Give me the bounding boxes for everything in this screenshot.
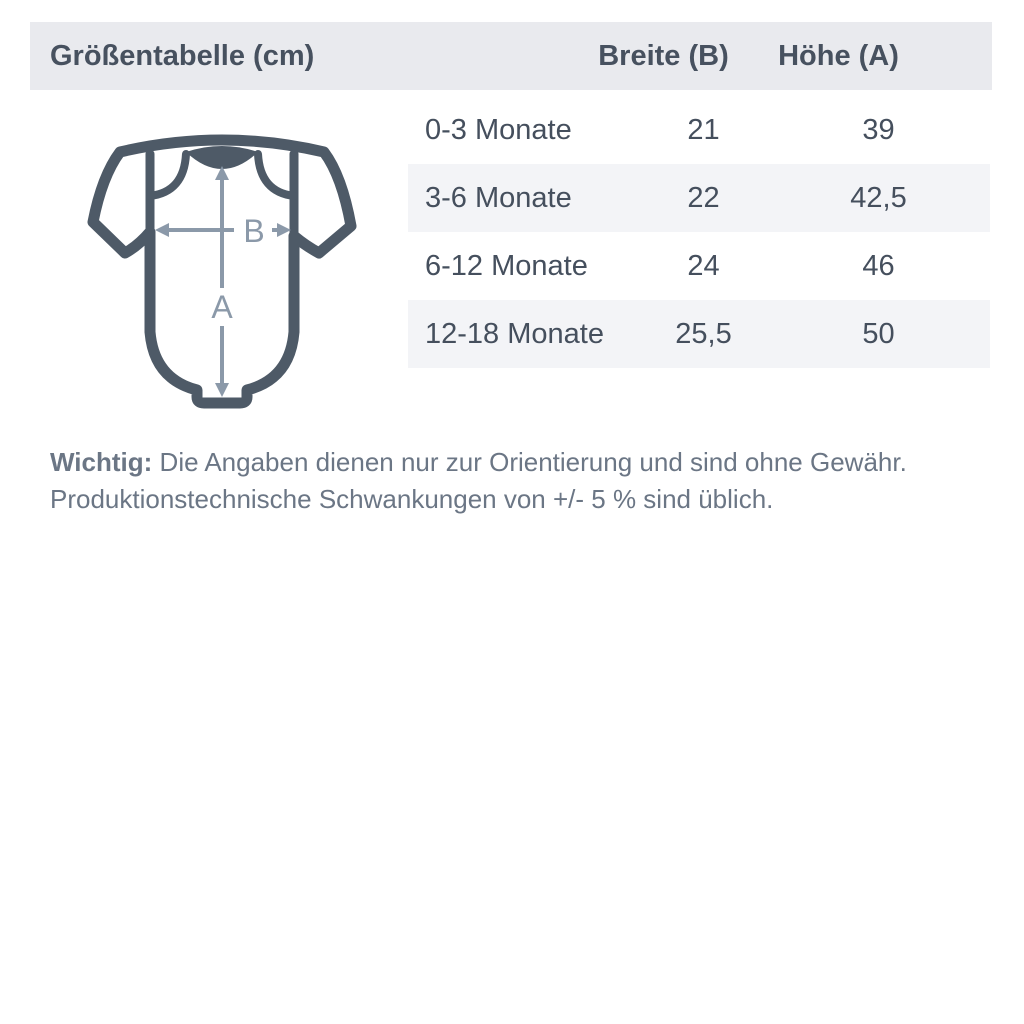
- height-value: 42,5: [850, 181, 907, 214]
- disclaimer-note: [50, 444, 980, 518]
- size-table: [408, 96, 990, 368]
- chart-title: Größentabelle (cm): [50, 40, 315, 72]
- height-value: 46: [862, 249, 895, 282]
- table-row: [408, 164, 990, 232]
- size-label: 3-6 Monate: [425, 181, 572, 214]
- width-value: 24: [687, 249, 720, 282]
- column-header-width: Breite (B): [598, 40, 729, 72]
- height-value: 39: [862, 113, 895, 146]
- height-value: 50: [862, 317, 895, 350]
- table-row: [408, 96, 990, 164]
- disclaimer-line-2: Produktionstechnische Schwankungen von +/- 5 % sind üblich.: [50, 484, 774, 514]
- disclaimer-text-1: Die Angaben dienen nur zur Orientierung und sind ohne Gewähr.: [152, 447, 907, 477]
- width-arrow-label: B: [243, 213, 265, 249]
- width-value: 25,5: [675, 317, 732, 350]
- size-label: 0-3 Monate: [425, 113, 572, 146]
- width-value: 22: [687, 181, 720, 214]
- table-row: [408, 232, 990, 300]
- table-header-bar: [30, 22, 992, 90]
- size-label: 12-18 Monate: [425, 317, 604, 350]
- height-arrow-label: A: [211, 289, 233, 325]
- column-header-height: Höhe (A): [778, 40, 899, 72]
- disclaimer-line-1: [50, 444, 980, 481]
- bodysuit-diagram-icon: [88, 136, 352, 408]
- table-row: [408, 300, 990, 368]
- disclaimer-lead: Wichtig:: [50, 447, 153, 477]
- size-label: 6-12 Monate: [425, 249, 588, 282]
- width-value: 21: [687, 113, 720, 146]
